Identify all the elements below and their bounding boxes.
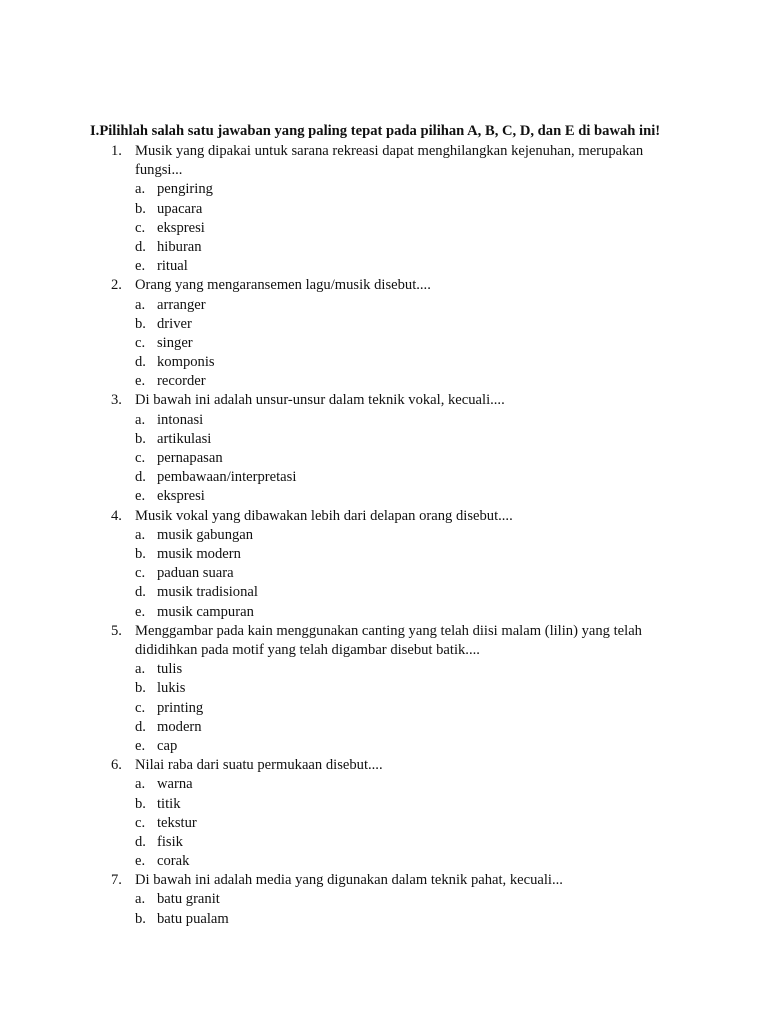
- answer-option: [0, 180, 768, 199]
- question-item: [0, 276, 768, 391]
- option-list: [0, 775, 768, 871]
- option-text: printing: [157, 699, 204, 716]
- answer-option: [0, 910, 768, 929]
- answer-option: [0, 411, 768, 430]
- question-list: [0, 142, 768, 929]
- option-text: fisik: [157, 833, 183, 850]
- question-text: Orang yang mengaransemen lagu/musik disebut....: [135, 277, 431, 294]
- question-text: Menggambar pada kain menggunakan canting yang telah diisi malam (lilin) yang telah dididihkan pada motif yang telah digambar disebut batik....: [135, 622, 642, 658]
- option-text: musik modern: [157, 546, 241, 563]
- option-text: tulis: [157, 661, 183, 678]
- option-text: tekstur: [157, 814, 197, 831]
- option-letter: b.: [135, 910, 146, 927]
- option-text: ekspresi: [157, 488, 205, 505]
- answer-option: [0, 468, 768, 487]
- option-letter: c.: [135, 219, 146, 236]
- answer-option: [0, 257, 768, 276]
- option-letter: b.: [135, 680, 146, 697]
- option-text: singer: [157, 334, 193, 351]
- option-text: ritual: [157, 258, 188, 275]
- option-letter: c.: [135, 334, 146, 351]
- option-text: corak: [157, 853, 190, 870]
- option-text: pernapasan: [157, 450, 223, 467]
- answer-option: [0, 315, 768, 334]
- question-number: 2.: [111, 277, 122, 294]
- option-text: intonasi: [157, 411, 204, 428]
- answer-option: [0, 296, 768, 315]
- question-item: [0, 756, 768, 871]
- question-item: [0, 391, 768, 506]
- option-letter: b.: [135, 315, 146, 332]
- question-number: 5.: [111, 622, 122, 639]
- answer-option: [0, 238, 768, 257]
- option-text: batu pualam: [157, 910, 229, 927]
- option-list: [0, 890, 768, 928]
- answer-option: [0, 737, 768, 756]
- answer-option: [0, 814, 768, 833]
- option-letter: d.: [135, 718, 146, 735]
- option-letter: d.: [135, 354, 146, 371]
- question-item: [0, 507, 768, 622]
- option-letter: e.: [135, 853, 146, 870]
- option-list: [0, 296, 768, 392]
- answer-option: [0, 353, 768, 372]
- option-text: driver: [157, 315, 192, 332]
- option-text: titik: [157, 795, 181, 812]
- option-list: [0, 660, 768, 756]
- option-text: lukis: [157, 680, 186, 697]
- answer-option: [0, 699, 768, 718]
- answer-option: [0, 660, 768, 679]
- answer-option: [0, 545, 768, 564]
- option-letter: e.: [135, 258, 146, 275]
- option-text: hiburan: [157, 238, 202, 255]
- option-letter: c.: [135, 814, 146, 831]
- option-list: [0, 411, 768, 507]
- option-text: musik campuran: [157, 603, 254, 620]
- option-letter: a.: [135, 776, 146, 793]
- option-letter: a.: [135, 526, 146, 543]
- option-text: pengiring: [157, 181, 213, 198]
- answer-option: [0, 603, 768, 622]
- instruction-heading: I.Pilihlah salah satu jawaban yang paling tepat pada pilihan A, B, C, D, dan E di bawah ini!: [90, 123, 661, 139]
- question-number: 6.: [111, 757, 122, 774]
- option-letter: a.: [135, 411, 146, 428]
- question-number: 4.: [111, 507, 122, 524]
- answer-option: [0, 795, 768, 814]
- answer-option: [0, 890, 768, 909]
- option-text: artikulasi: [157, 430, 212, 447]
- option-letter: e.: [135, 373, 146, 390]
- option-letter: c.: [135, 450, 146, 467]
- answer-option: [0, 334, 768, 353]
- option-text: pembawaan/interpretasi: [157, 469, 297, 486]
- answer-option: [0, 526, 768, 545]
- option-text: upacara: [157, 200, 203, 217]
- option-letter: a.: [135, 296, 146, 313]
- option-letter: a.: [135, 181, 146, 198]
- option-list: [0, 180, 768, 276]
- option-letter: e.: [135, 603, 146, 620]
- answer-option: [0, 564, 768, 583]
- question-item: [0, 622, 768, 756]
- option-letter: c.: [135, 699, 146, 716]
- answer-option: [0, 852, 768, 871]
- option-letter: b.: [135, 200, 146, 217]
- option-text: modern: [157, 718, 202, 735]
- answer-option: [0, 583, 768, 602]
- answer-option: [0, 679, 768, 698]
- option-letter: d.: [135, 584, 146, 601]
- question-item: [0, 142, 768, 276]
- option-text: warna: [157, 776, 193, 793]
- option-letter: d.: [135, 469, 146, 486]
- option-text: batu granit: [157, 891, 220, 908]
- answer-option: [0, 718, 768, 737]
- answer-option: [0, 372, 768, 391]
- option-letter: a.: [135, 891, 146, 908]
- option-letter: d.: [135, 833, 146, 850]
- option-text: musik tradisional: [157, 584, 258, 601]
- answer-option: [0, 487, 768, 506]
- question-text: Di bawah ini adalah unsur-unsur dalam teknik vokal, kecuali....: [135, 392, 505, 409]
- option-letter: a.: [135, 661, 146, 678]
- question-number: 3.: [111, 392, 122, 409]
- question-item: [0, 871, 768, 929]
- option-list: [0, 526, 768, 622]
- answer-option: [0, 833, 768, 852]
- option-text: cap: [157, 737, 178, 754]
- answer-option: [0, 219, 768, 238]
- option-letter: b.: [135, 546, 146, 563]
- option-text: recorder: [157, 373, 206, 390]
- answer-option: [0, 449, 768, 468]
- question-number: 1.: [111, 143, 122, 159]
- question-text: Musik vokal yang dibawakan lebih dari delapan orang disebut....: [135, 507, 513, 524]
- option-letter: c.: [135, 565, 146, 582]
- question-number: 7.: [111, 872, 122, 889]
- question-text: Musik yang dipakai untuk sarana rekreasi dapat menghilangkan kejenuhan, merupakan fungsi...: [135, 143, 644, 179]
- question-text: Nilai raba dari suatu permukaan disebut....: [135, 757, 383, 774]
- option-letter: b.: [135, 795, 146, 812]
- question-text: Di bawah ini adalah media yang digunakan dalam teknik pahat, kecuali...: [135, 872, 563, 889]
- option-text: ekspresi: [157, 219, 205, 236]
- option-text: arranger: [157, 296, 206, 313]
- option-letter: b.: [135, 430, 146, 447]
- option-text: komponis: [157, 354, 215, 371]
- answer-option: [0, 775, 768, 794]
- option-letter: d.: [135, 238, 146, 255]
- option-letter: e.: [135, 488, 146, 505]
- option-text: paduan suara: [157, 565, 234, 582]
- answer-option: [0, 430, 768, 449]
- answer-option: [0, 200, 768, 219]
- option-text: musik gabungan: [157, 526, 254, 543]
- option-letter: e.: [135, 737, 146, 754]
